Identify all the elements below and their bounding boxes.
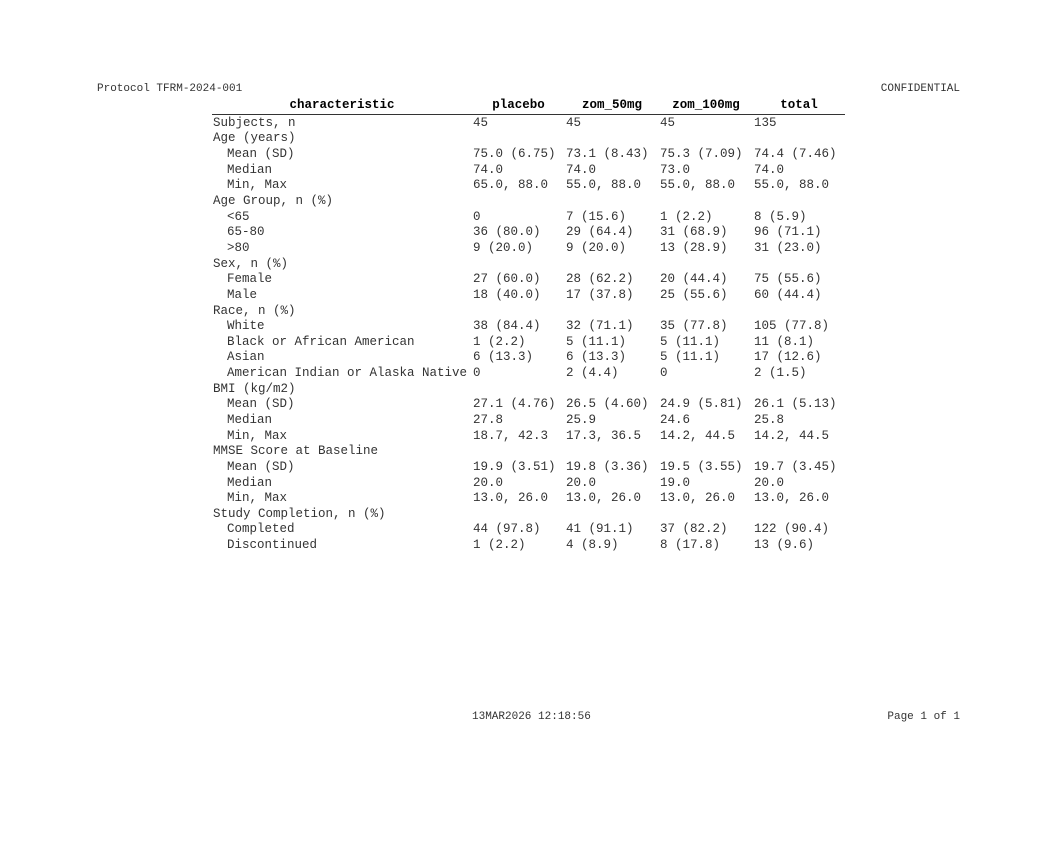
table-row bbox=[212, 193, 845, 209]
protocol-id: Protocol TFRM-2024-001 bbox=[97, 83, 243, 95]
cell-zom-100mg bbox=[659, 256, 753, 272]
cell-zom-50mg bbox=[565, 506, 659, 522]
confidential-label: CONFIDENTIAL bbox=[880, 83, 960, 95]
table-row bbox=[212, 459, 845, 475]
cell-placebo: 18 (40.0) bbox=[473, 287, 541, 302]
row-label: Female bbox=[227, 272, 273, 287]
cell-zom-100mg: 24.6 bbox=[660, 412, 691, 427]
cell-placebo bbox=[472, 131, 565, 147]
cell-zom-50mg: 6 (13.3) bbox=[566, 350, 627, 365]
cell-placebo: 0 bbox=[473, 366, 481, 381]
table-row bbox=[212, 397, 845, 413]
cell-zom-50mg: 45 bbox=[566, 115, 582, 130]
cell-total: 2 (1.5) bbox=[754, 366, 807, 381]
cell-zom-100mg: 45 bbox=[660, 115, 676, 130]
cell-zom-100mg bbox=[659, 303, 753, 319]
row-label: Median bbox=[227, 162, 273, 177]
cell-total bbox=[753, 303, 845, 319]
table-row bbox=[212, 443, 845, 459]
cell-total bbox=[753, 381, 845, 397]
cell-placebo: 27.8 bbox=[473, 412, 504, 427]
cell-total: 75 (55.6) bbox=[754, 272, 822, 287]
cell-placebo: 36 (80.0) bbox=[473, 225, 541, 240]
cell-placebo: 6 (13.3) bbox=[473, 350, 534, 365]
cell-placebo: 1 (2.2) bbox=[473, 538, 526, 553]
cell-zom-100mg: 13 (28.9) bbox=[660, 240, 728, 255]
row-label: Race, n (%) bbox=[213, 303, 296, 318]
cell-placebo bbox=[472, 443, 565, 459]
cell-zom-100mg: 1 (2.2) bbox=[660, 209, 713, 224]
cell-zom-100mg bbox=[659, 131, 753, 147]
row-label: Age Group, n (%) bbox=[213, 194, 334, 209]
cell-total: 135 bbox=[754, 115, 777, 130]
header-row bbox=[212, 96, 845, 115]
cell-placebo: 27.1 (4.76) bbox=[473, 397, 556, 412]
table-row bbox=[212, 256, 845, 272]
table-row bbox=[212, 506, 845, 522]
column-header-zom-100mg: zom_100mg bbox=[659, 96, 753, 115]
cell-zom-100mg: 25 (55.6) bbox=[660, 287, 728, 302]
cell-zom-100mg: 14.2, 44.5 bbox=[660, 428, 736, 443]
table-row bbox=[212, 428, 845, 444]
column-header-placebo: placebo bbox=[472, 96, 565, 115]
cell-total bbox=[753, 443, 845, 459]
cell-zom-50mg bbox=[565, 381, 659, 397]
cell-placebo: 38 (84.4) bbox=[473, 319, 541, 334]
cell-zom-100mg: 37 (82.2) bbox=[660, 522, 728, 537]
page-number: Page 1 of 1 bbox=[887, 711, 960, 723]
row-label: Mean (SD) bbox=[227, 459, 295, 474]
cell-zom-100mg: 35 (77.8) bbox=[660, 319, 728, 334]
cell-zom-50mg: 28 (62.2) bbox=[566, 272, 634, 287]
cell-zom-50mg: 13.0, 26.0 bbox=[566, 491, 642, 506]
table-row bbox=[212, 412, 845, 428]
table-row bbox=[212, 303, 845, 319]
cell-zom-50mg: 17.3, 36.5 bbox=[566, 428, 642, 443]
table-row bbox=[212, 537, 845, 553]
cell-zom-100mg bbox=[659, 193, 753, 209]
row-label: Median bbox=[227, 475, 273, 490]
row-label: <65 bbox=[227, 209, 250, 224]
cell-total: 122 (90.4) bbox=[754, 522, 830, 537]
row-label: Min, Max bbox=[227, 178, 288, 193]
row-label: Mean (SD) bbox=[227, 147, 295, 162]
column-header-zom-50mg: zom_50mg bbox=[565, 96, 659, 115]
table-row bbox=[212, 475, 845, 491]
cell-zom-50mg: 41 (91.1) bbox=[566, 522, 634, 537]
run-datetime: 13MAR2026 12:18:56 bbox=[472, 711, 591, 723]
row-label: Min, Max bbox=[227, 428, 288, 443]
cell-zom-100mg: 0 bbox=[660, 366, 668, 381]
table-row bbox=[212, 146, 845, 162]
cell-zom-50mg: 55.0, 88.0 bbox=[566, 178, 642, 193]
cell-total bbox=[753, 256, 845, 272]
table-header bbox=[212, 96, 845, 115]
cell-placebo: 18.7, 42.3 bbox=[473, 428, 549, 443]
cell-placebo: 1 (2.2) bbox=[473, 334, 526, 349]
row-label: Min, Max bbox=[227, 491, 288, 506]
cell-total bbox=[753, 193, 845, 209]
cell-total: 14.2, 44.5 bbox=[754, 428, 830, 443]
column-header-characteristic: characteristic bbox=[212, 96, 472, 115]
cell-total: 11 (8.1) bbox=[754, 334, 815, 349]
cell-zom-50mg: 73.1 (8.43) bbox=[566, 147, 649, 162]
cell-zom-50mg bbox=[565, 303, 659, 319]
cell-total: 20.0 bbox=[754, 475, 785, 490]
row-label: Median bbox=[227, 412, 273, 427]
cell-zom-50mg bbox=[565, 193, 659, 209]
cell-placebo: 75.0 (6.75) bbox=[473, 147, 556, 162]
table-row bbox=[212, 271, 845, 287]
table-row bbox=[212, 287, 845, 303]
cell-total: 105 (77.8) bbox=[754, 319, 830, 334]
table-row bbox=[212, 131, 845, 147]
table-row bbox=[212, 365, 845, 381]
cell-zom-50mg: 26.5 (4.60) bbox=[566, 397, 649, 412]
table-row bbox=[212, 334, 845, 350]
cell-total: 17 (12.6) bbox=[754, 350, 822, 365]
cell-zom-50mg: 7 (15.6) bbox=[566, 209, 627, 224]
cell-zom-100mg: 19.0 bbox=[660, 475, 691, 490]
demographics-table bbox=[212, 96, 845, 553]
cell-placebo: 20.0 bbox=[473, 475, 504, 490]
cell-zom-100mg bbox=[659, 443, 753, 459]
cell-placebo: 13.0, 26.0 bbox=[473, 491, 549, 506]
table-body bbox=[212, 115, 845, 553]
cell-zom-50mg bbox=[565, 256, 659, 272]
cell-placebo: 27 (60.0) bbox=[473, 272, 541, 287]
cell-placebo: 19.9 (3.51) bbox=[473, 459, 556, 474]
cell-zom-50mg bbox=[565, 443, 659, 459]
cell-zom-50mg: 17 (37.8) bbox=[566, 287, 634, 302]
row-label: Completed bbox=[227, 522, 295, 537]
cell-zom-100mg: 5 (11.1) bbox=[660, 350, 721, 365]
table-row bbox=[212, 522, 845, 538]
cell-zom-100mg: 19.5 (3.55) bbox=[660, 459, 743, 474]
cell-total: 13.0, 26.0 bbox=[754, 491, 830, 506]
row-label: >80 bbox=[227, 240, 250, 255]
table-row bbox=[212, 162, 845, 178]
cell-placebo bbox=[472, 256, 565, 272]
row-label: Asian bbox=[227, 350, 265, 365]
cell-zom-50mg: 19.8 (3.36) bbox=[566, 459, 649, 474]
table-row bbox=[212, 209, 845, 225]
cell-placebo bbox=[472, 381, 565, 397]
row-label: Male bbox=[227, 287, 258, 302]
row-label: Mean (SD) bbox=[227, 397, 295, 412]
cell-zom-50mg: 2 (4.4) bbox=[566, 366, 619, 381]
cell-zom-100mg: 24.9 (5.81) bbox=[660, 397, 743, 412]
table-row bbox=[212, 115, 845, 131]
row-label: 65-80 bbox=[227, 225, 265, 240]
cell-zom-100mg: 73.0 bbox=[660, 162, 691, 177]
cell-placebo: 0 bbox=[473, 209, 481, 224]
cell-total: 31 (23.0) bbox=[754, 240, 822, 255]
row-label: Black or African American bbox=[227, 334, 415, 349]
cell-total: 13 (9.6) bbox=[754, 538, 815, 553]
table-row bbox=[212, 381, 845, 397]
cell-placebo: 74.0 bbox=[473, 162, 504, 177]
cell-zom-100mg: 75.3 (7.09) bbox=[660, 147, 743, 162]
table-row bbox=[212, 224, 845, 240]
row-label: MMSE Score at Baseline bbox=[213, 444, 379, 459]
cell-placebo bbox=[472, 506, 565, 522]
cell-total: 55.0, 88.0 bbox=[754, 178, 830, 193]
cell-zom-50mg: 5 (11.1) bbox=[566, 334, 627, 349]
cell-placebo: 45 bbox=[473, 115, 489, 130]
row-label: BMI (kg/m2) bbox=[213, 381, 296, 396]
cell-zom-100mg bbox=[659, 506, 753, 522]
row-label: Sex, n (%) bbox=[213, 256, 289, 271]
row-label: White bbox=[227, 319, 265, 334]
cell-zom-100mg: 55.0, 88.0 bbox=[660, 178, 736, 193]
cell-placebo bbox=[472, 303, 565, 319]
table-row bbox=[212, 318, 845, 334]
cell-zom-100mg: 31 (68.9) bbox=[660, 225, 728, 240]
table-row bbox=[212, 240, 845, 256]
table-row bbox=[212, 350, 845, 366]
cell-total: 74.0 bbox=[754, 162, 785, 177]
row-label: American Indian or Alaska Native bbox=[227, 366, 468, 381]
cell-total bbox=[753, 506, 845, 522]
cell-zom-100mg: 20 (44.4) bbox=[660, 272, 728, 287]
cell-zom-100mg: 13.0, 26.0 bbox=[660, 491, 736, 506]
table-row bbox=[212, 178, 845, 194]
row-label: Discontinued bbox=[227, 538, 318, 553]
cell-total: 8 (5.9) bbox=[754, 209, 807, 224]
column-header-total: total bbox=[753, 96, 845, 115]
cell-zom-50mg: 29 (64.4) bbox=[566, 225, 634, 240]
cell-zom-50mg: 25.9 bbox=[566, 412, 597, 427]
cell-placebo: 9 (20.0) bbox=[473, 240, 534, 255]
cell-total: 74.4 (7.46) bbox=[754, 147, 837, 162]
cell-total: 19.7 (3.45) bbox=[754, 459, 837, 474]
cell-placebo: 65.0, 88.0 bbox=[473, 178, 549, 193]
cell-zom-50mg: 20.0 bbox=[566, 475, 597, 490]
row-label: Study Completion, n (%) bbox=[213, 506, 386, 521]
cell-zom-50mg bbox=[565, 131, 659, 147]
cell-zom-50mg: 32 (71.1) bbox=[566, 319, 634, 334]
cell-placebo: 44 (97.8) bbox=[473, 522, 541, 537]
cell-zom-50mg: 9 (20.0) bbox=[566, 240, 627, 255]
cell-total: 25.8 bbox=[754, 412, 785, 427]
cell-total: 60 (44.4) bbox=[754, 287, 822, 302]
row-label: Subjects, n bbox=[213, 115, 296, 130]
cell-total: 96 (71.1) bbox=[754, 225, 822, 240]
cell-placebo bbox=[472, 193, 565, 209]
row-label: Age (years) bbox=[213, 131, 296, 146]
cell-zom-50mg: 4 (8.9) bbox=[566, 538, 619, 553]
cell-zom-100mg: 8 (17.8) bbox=[660, 538, 721, 553]
cell-zom-50mg: 74.0 bbox=[566, 162, 597, 177]
cell-zom-100mg bbox=[659, 381, 753, 397]
cell-total: 26.1 (5.13) bbox=[754, 397, 837, 412]
table-row bbox=[212, 490, 845, 506]
cell-total bbox=[753, 131, 845, 147]
cell-zom-100mg: 5 (11.1) bbox=[660, 334, 721, 349]
